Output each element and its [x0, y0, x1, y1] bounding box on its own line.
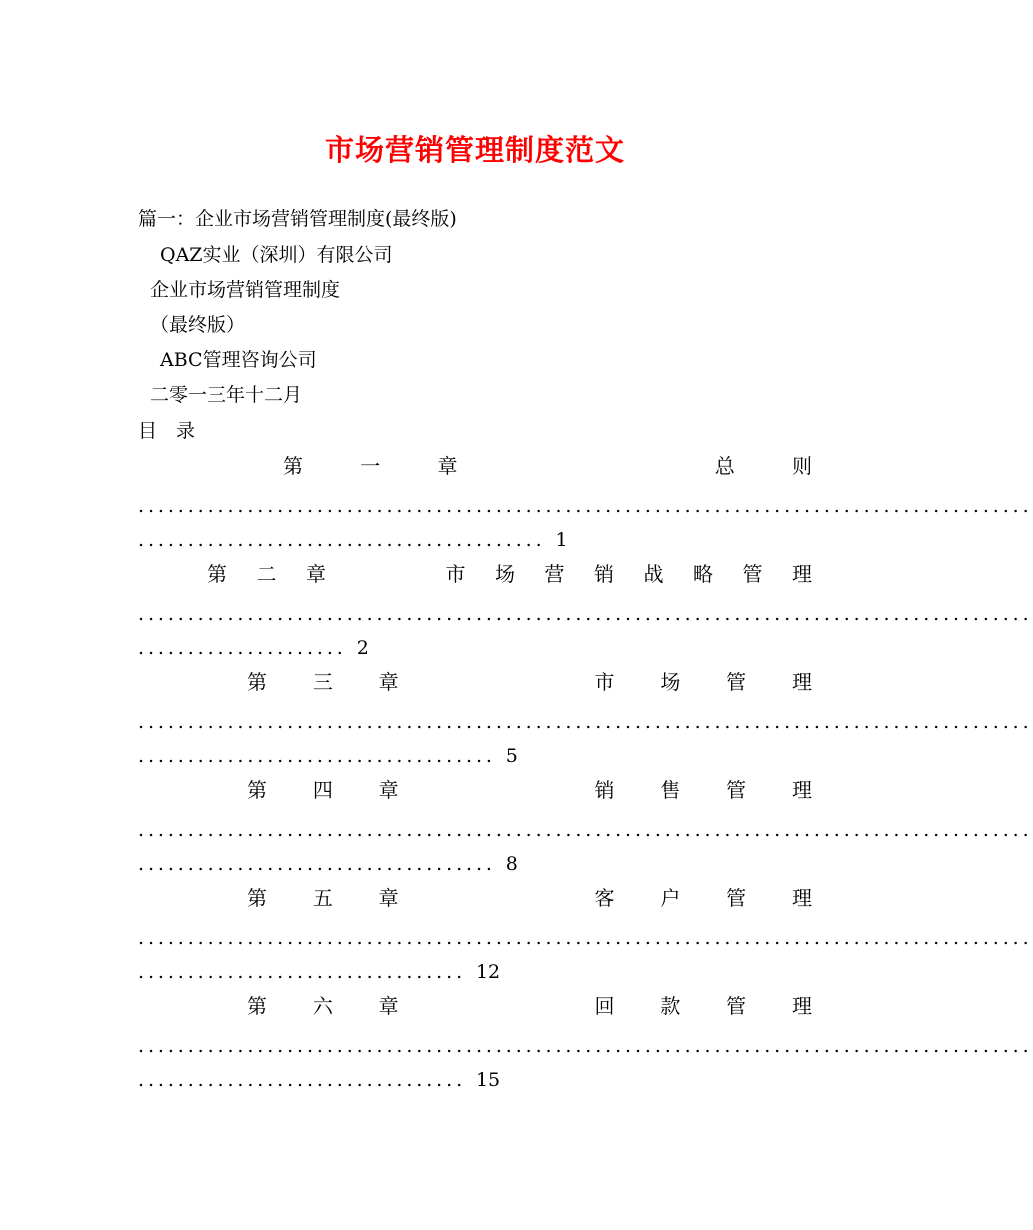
toc-entry-heading: [247, 670, 812, 694]
toc-chapter-char: 理: [791, 886, 812, 910]
toc-page-number: 1: [555, 529, 568, 551]
toc-chapter-char: 三: [312, 670, 333, 694]
toc-chapter-char: 回: [594, 994, 615, 1018]
document-title: 市场营销管理制度范文: [324, 133, 625, 167]
toc-leader-dots: .................................... 8: [138, 853, 518, 875]
toc-chapter-char: 管: [742, 562, 763, 586]
toc-leader-dots: ..........................................................................................: [138, 927, 1033, 949]
toc-chapter-char: 客: [594, 886, 615, 910]
toc-chapter-char: 场: [660, 670, 681, 694]
toc-entry-heading: [207, 562, 812, 586]
toc-chapter-char: 销: [594, 562, 614, 586]
toc-chapter-char: 四: [312, 778, 333, 802]
toc-chapter-char: 理: [791, 778, 812, 802]
toc-chapter-char: 章: [306, 562, 326, 586]
toc-leader-dots: ................................. 12: [138, 961, 501, 983]
intro-line: QAZ实业（深圳）有限公司: [160, 244, 393, 266]
toc-chapter-char: 理: [791, 670, 812, 694]
toc-chapter-char: 章: [378, 670, 399, 694]
toc-chapter-char: 款: [660, 994, 681, 1018]
toc-chapter-char: 二: [256, 562, 277, 586]
toc-heading: 目 录: [138, 420, 196, 442]
toc-chapter-char: 售: [660, 778, 681, 802]
toc-chapter-char: 章: [378, 886, 399, 910]
toc-chapter-char: 则: [792, 454, 812, 478]
toc-chapter-char: 总: [714, 454, 735, 478]
toc-chapter-char: 管: [726, 778, 747, 802]
toc-chapter-char: 六: [312, 994, 333, 1018]
intro-line: 二零一三年十二月: [150, 384, 303, 406]
toc-chapter-char: 略: [693, 562, 713, 586]
toc-entry-heading: [247, 994, 812, 1018]
toc-leader-dots: ......................................... 1: [138, 529, 568, 551]
toc-chapter-char: 场: [495, 562, 515, 586]
toc-leader-dots: ................................. 15: [138, 1069, 501, 1091]
toc-page-number: 8: [505, 853, 518, 875]
toc-entry-heading: [247, 778, 812, 802]
toc-chapter-char: 第: [283, 454, 303, 478]
toc-page-number: 5: [505, 745, 518, 767]
toc-chapter-char: 第: [207, 562, 227, 586]
toc-chapter-char: 第: [247, 994, 267, 1018]
toc-chapter-char: 销: [594, 778, 615, 802]
toc-leader-dots: ..................... 2: [138, 637, 369, 659]
intro-line: （最终版）: [150, 314, 246, 336]
intro-line: ABC管理咨询公司: [160, 349, 317, 371]
toc-chapter-char: 第: [247, 670, 267, 694]
toc-chapter-char: 一: [360, 454, 381, 478]
toc-leader-dots: ..........................................................................................: [138, 603, 1033, 625]
toc-chapter-char: 管: [726, 886, 747, 910]
toc-chapter-char: 章: [378, 778, 399, 802]
intro-line: 企业市场营销管理制度: [150, 279, 341, 301]
toc-chapter-char: 管: [726, 670, 747, 694]
toc-leader-dots: .................................... 5: [138, 745, 518, 767]
toc-entry-heading: [247, 886, 812, 910]
toc-chapter-char: 五: [312, 886, 333, 910]
toc-chapter-char: 管: [726, 994, 747, 1018]
toc-entry-heading: [283, 454, 812, 478]
toc-leader-dots: ..........................................................................................: [138, 495, 1033, 517]
intro-line: 篇一：企业市场营销管理制度(最终版): [138, 208, 457, 230]
toc-chapter-char: 理: [791, 994, 812, 1018]
toc-leader-dots: ..........................................................................................: [138, 711, 1033, 733]
toc-page-number: 2: [356, 637, 369, 659]
toc-chapter-char: 第: [247, 886, 267, 910]
toc-chapter-char: 战: [643, 562, 664, 586]
toc-chapter-char: 市: [445, 562, 466, 586]
toc-chapter-char: 章: [378, 994, 399, 1018]
toc-leader-dots: ..........................................................................................: [138, 819, 1033, 841]
toc-page-number: 15: [475, 1069, 501, 1091]
toc-leader-dots: ..........................................................................................: [138, 1035, 1033, 1057]
toc-chapter-char: 第: [247, 778, 267, 802]
toc-chapter-char: 章: [437, 454, 458, 478]
toc-chapter-char: 营: [544, 562, 565, 586]
toc-page-number: 12: [475, 961, 501, 983]
toc-chapter-char: 市: [594, 670, 615, 694]
toc-chapter-char: 户: [660, 886, 681, 910]
toc-chapter-char: 理: [792, 562, 812, 586]
